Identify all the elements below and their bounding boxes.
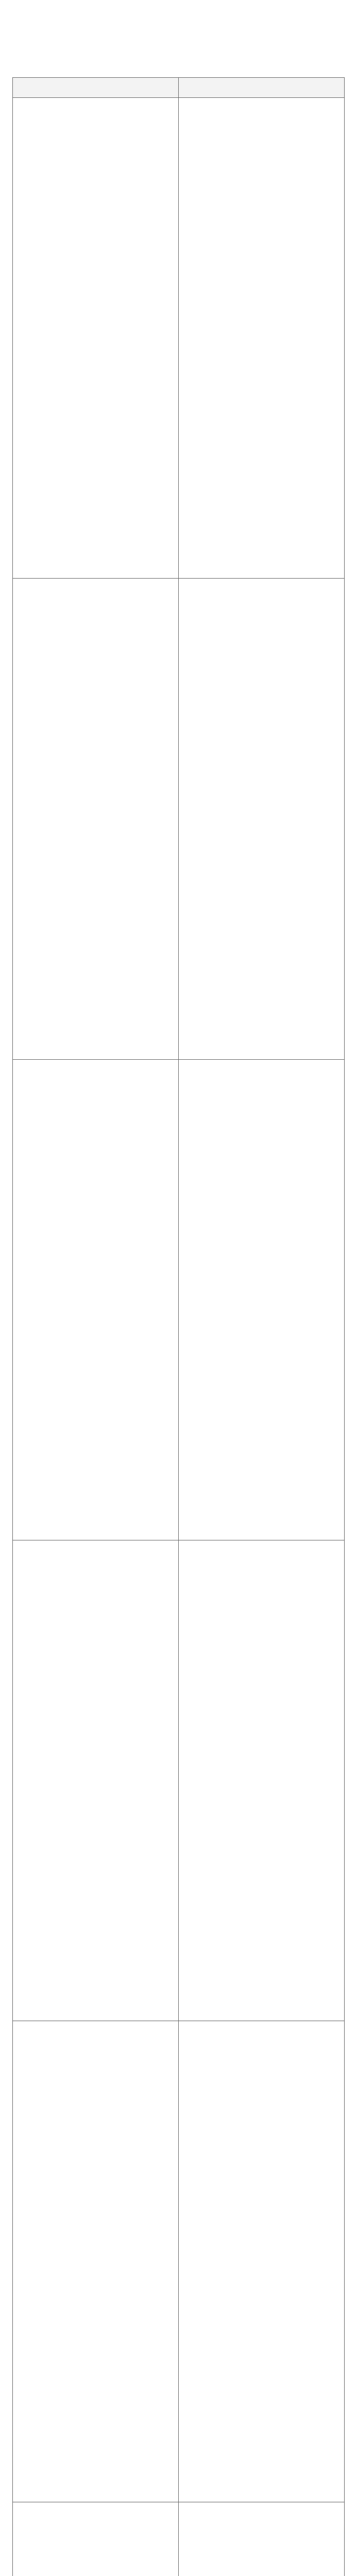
column-header-left <box>13 78 179 98</box>
left-cell <box>13 1540 179 2021</box>
left-cell <box>13 98 179 579</box>
column-header-right <box>179 78 345 98</box>
right-cell <box>179 2021 345 2502</box>
left-cell <box>13 2502 179 2576</box>
table-row <box>13 1540 345 2021</box>
table-row <box>13 2502 345 2576</box>
right-cell <box>179 98 345 579</box>
table-row <box>13 2021 345 2502</box>
right-cell <box>179 2502 345 2576</box>
table-row <box>13 1059 345 1540</box>
left-cell <box>13 2021 179 2502</box>
table-header-row <box>13 78 345 98</box>
right-cell <box>179 579 345 1059</box>
table-row <box>13 579 345 1059</box>
right-cell <box>179 1059 345 1540</box>
left-cell <box>13 1059 179 1540</box>
page-title <box>0 0 357 77</box>
left-cell <box>13 579 179 1059</box>
comparison-table <box>12 77 345 2576</box>
right-cell <box>179 1540 345 2021</box>
table-row <box>13 98 345 579</box>
